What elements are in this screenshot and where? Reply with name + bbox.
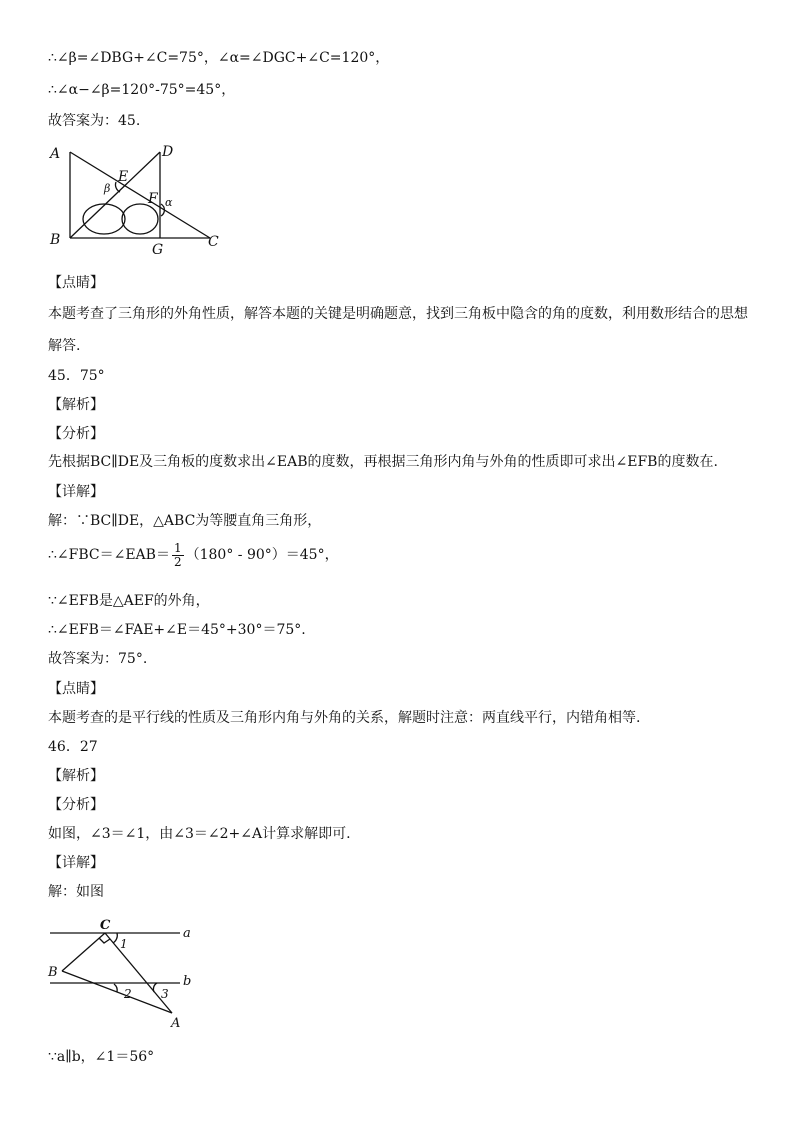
label-G: G	[152, 242, 164, 258]
fraction-one-half	[172, 542, 184, 569]
text-line: ∵a∥b，∠1＝56°	[48, 1049, 155, 1065]
section-heading: 【分析】	[48, 797, 104, 813]
section-heading: 【解析】	[48, 768, 104, 784]
text-line: ∴∠α−∠β=120°-75°=45°，	[48, 82, 236, 98]
paragraph: 本题考查的是平行线的性质及三角形内角与外角的关系，解题时注意：两直线平行，内错角相等.	[48, 710, 641, 726]
label-alpha: α	[165, 196, 173, 209]
text-line: ∵∠EFB是△AEF的外角，	[48, 593, 210, 609]
fraction-suffix: （180° - 90°）＝45°，	[185, 547, 339, 563]
section-heading: 【点睛】	[48, 681, 104, 697]
angle-label-1: 1	[120, 937, 128, 951]
section-heading: 【解析】	[48, 397, 104, 413]
section-heading: 【详解】	[48, 484, 104, 500]
fraction-numerator: 1	[173, 540, 182, 555]
label-C: C	[208, 234, 219, 250]
label-B: B	[48, 965, 58, 980]
text-line: ∴∠β=∠DBG+∠C=75°，∠α=∠DGC+∠C=120°，	[48, 50, 390, 66]
paragraph: 如图，∠3＝∠1，由∠3＝∠2+∠A计算求解即可.	[48, 826, 351, 842]
label-B: B	[50, 232, 61, 248]
text-line: 解：∵BC∥DE，△ABC为等腰直角三角形，	[48, 513, 322, 529]
figure-parallel-lines	[40, 912, 210, 1032]
fraction-prefix: ∴∠FBC＝∠EAB＝	[48, 547, 170, 563]
paragraph: 本题考查了三角形的外角性质，解答本题的关键是明确题意，找到三角板中隐含的角的度数，利用数形结合的思想解答.	[48, 306, 748, 354]
section-heading: 【详解】	[48, 855, 104, 871]
text-line: ∴∠EFB＝∠FAE+∠E＝45°+30°＝75°.	[48, 622, 306, 638]
section-heading: 【点睛】	[48, 275, 104, 291]
angle-label-3: 3	[161, 987, 169, 1001]
text-line: 解：如图	[48, 884, 104, 900]
question-number: 46．27	[48, 739, 98, 755]
figure-triangle-rulers	[40, 140, 230, 260]
label-E: E	[118, 169, 129, 185]
angle-label-2: 2	[124, 987, 132, 1001]
label-C: C	[100, 918, 111, 933]
paragraph: 先根据BC∥DE及三角板的度数求出∠EAB的度数，再根据三角形内角与外角的性质即可求出∠EFB的度数在.	[48, 454, 718, 470]
question-number: 45．75°	[48, 368, 105, 384]
text-line: 故答案为：45.	[48, 113, 141, 129]
section-heading: 【分析】	[48, 426, 104, 442]
label-line-b: b	[183, 974, 192, 989]
text-line-fraction	[48, 540, 339, 570]
label-A: A	[50, 146, 61, 162]
text-line: 故答案为：75°.	[48, 651, 148, 667]
label-D: D	[162, 144, 174, 160]
fraction-denominator: 2	[173, 554, 182, 569]
label-A: A	[171, 1016, 181, 1031]
label-line-a: a	[183, 926, 191, 941]
label-F: F	[148, 191, 158, 207]
label-beta: β	[104, 182, 111, 195]
